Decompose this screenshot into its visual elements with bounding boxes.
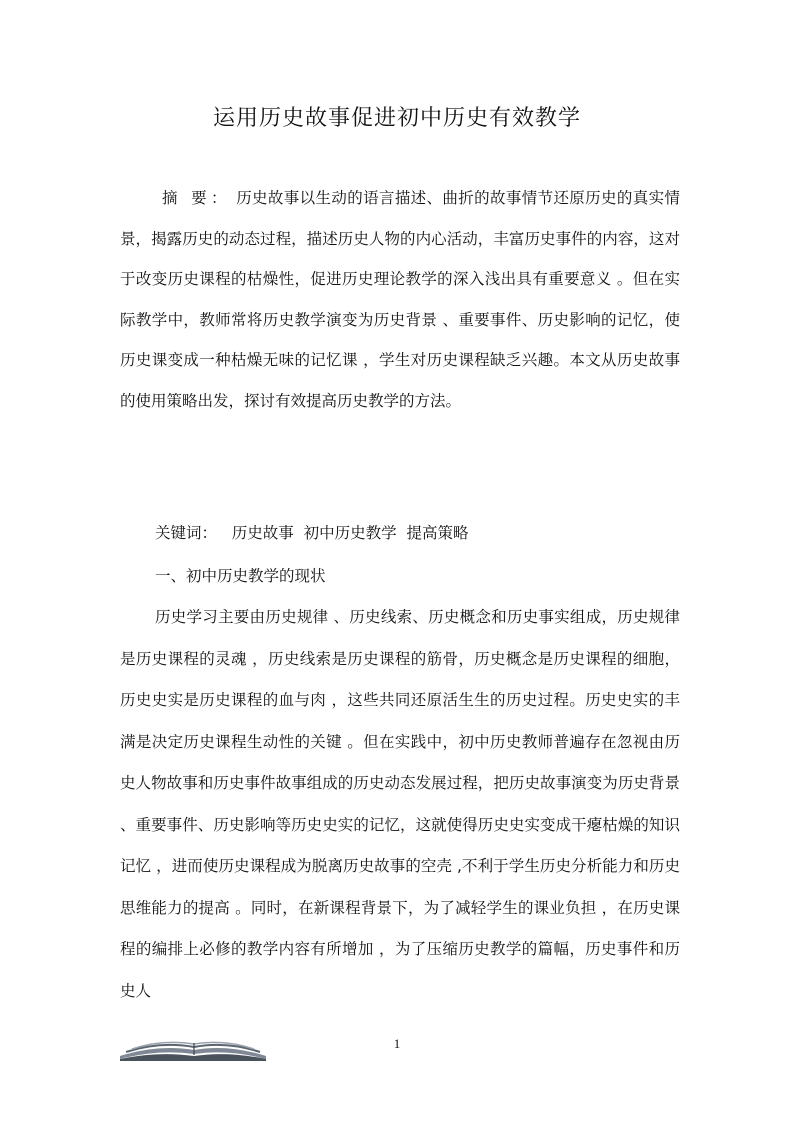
abstract-label: 摘 要： <box>162 189 231 207</box>
keywords-line <box>155 514 469 552</box>
keywords-text: 历史故事 初中历史教学 提高策略 <box>231 524 469 542</box>
abstract-text: 历史故事以生动的语言描述、曲折的故事情节还原历史的真实情景，揭露历史的动态过程，描述历史人物的内心活动，丰富历史事件的内容，这对于改变历史课程的枯燥性，促进历史理论教学的深入浅出具有重要意义 。但在实际教学中，教师常将历史教学演变为历史背景 、重要事件、历史影响的记忆，使历史课变成一种枯燥无味的记忆课 ，学生对历史课程缺乏兴趣。本文从历史故事的使用策略出发，探讨有效提高历史教学的方法。 <box>120 189 680 410</box>
section-heading: 一、初中历史教学的现状 <box>155 567 326 585</box>
abstract-paragraph <box>120 178 680 421</box>
body-paragraph: 历史学习主要由历史规律 、历史线索、历史概念和历史事实组成，历史规律是历史课程的灵魂 ，历史线索是历史课程的筋骨，历史概念是历史课程的细胞，历史史实是历史课程的血与肉 ，这些共同还原活生生的历史过程。历史史实的丰满是决定历史课程生动性的关键 。但在实践中，初中历史教师普遍存在忽视由历史人物故事和历史事件故事组成的历史动态发展过程，把历史故事演变为历史背景 、重要事件、历史影响等历史史实的记忆，这就使得历史史实变成干瘪枯燥的知识记忆 ，进而使历史课程成为脱离历史故事的空壳 ,不利于学生历史分析能力和历史思维能力的提高 。同时，在新课程背景下，为了减轻学生的课业负担 ，在历史课程的编排上必修的教学内容有所增加 ，为了压缩历史教学的篇幅，历史事件和历史人 <box>120 608 680 1000</box>
page-number: 1 <box>393 1036 401 1051</box>
keywords-label: 关键词： <box>155 524 218 542</box>
document-title: 运用历史故事促进初中历史有效教学 <box>212 106 581 131</box>
